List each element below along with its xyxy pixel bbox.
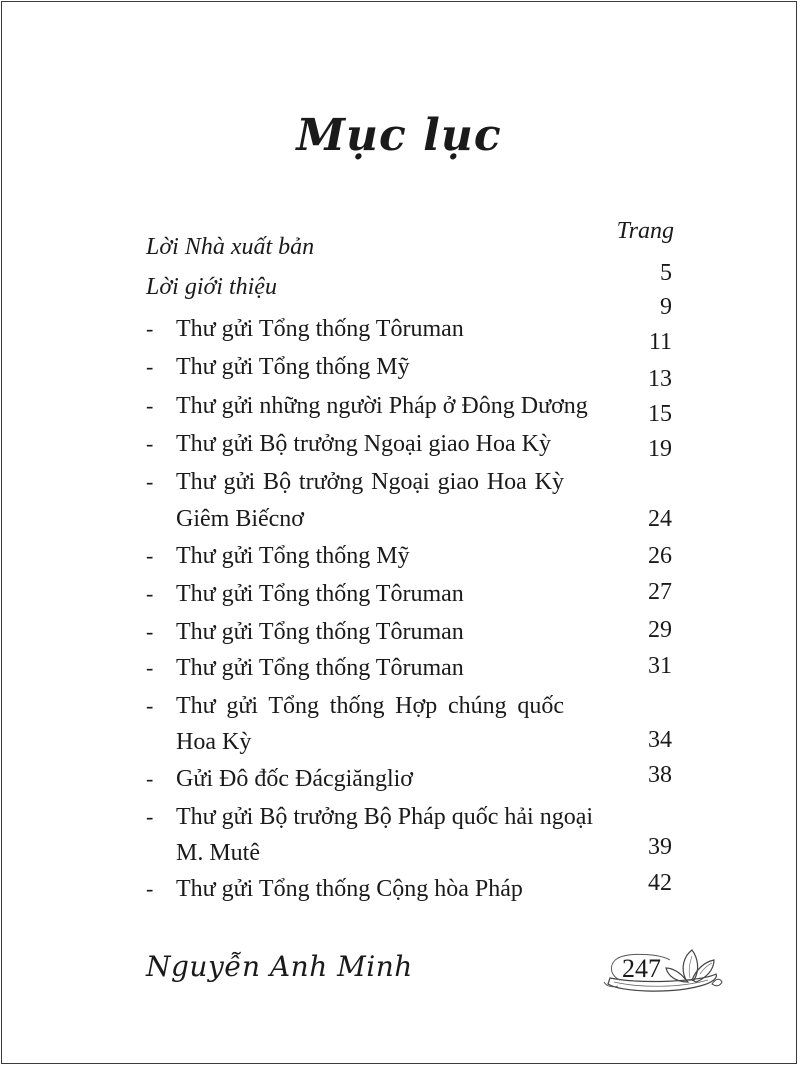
toc-entry-page: 34 [648, 727, 672, 753]
book-page [1, 1, 797, 1064]
toc-entry-title: Thư gửi Tổng thống Tôruman [176, 581, 464, 607]
toc-entry-dash: - [146, 804, 154, 829]
toc-entry-title-continued: M. Mutê [176, 840, 260, 866]
toc-entry-title: Lời giới thiệu [146, 274, 277, 300]
toc-entry-title: Thư gửi Tổng thống Cộng hòa Pháp [176, 876, 523, 902]
toc-entry-dash: - [146, 431, 154, 456]
toc-entry-title: Thư gửi Tổng thống Hợp chúng quốc [176, 693, 564, 719]
toc-entry-page: 19 [648, 436, 672, 462]
toc-entry-title: Thư gửi những người Pháp ở Đông Dương [176, 393, 588, 419]
toc-entry-dash: - [146, 354, 154, 379]
toc-entry-page: 38 [648, 762, 672, 788]
toc-entry-title: Thư gửi Tổng thống Tôruman [176, 655, 464, 681]
footer-author: Nguyễn Anh Minh [146, 950, 413, 983]
toc-entry-dash: - [146, 619, 154, 644]
toc-entry-title: Thư gửi Tổng thống Mỹ [176, 543, 410, 569]
toc-entry-dash: - [146, 543, 154, 568]
toc-entry-title-continued: Giêm Biếcnơ [176, 506, 304, 532]
page-column-header: Trang [616, 218, 674, 244]
toc-entry-page: 5 [660, 260, 672, 286]
toc-entry-dash: - [146, 581, 154, 606]
toc-entry-page: 39 [648, 834, 672, 860]
toc-entry-page: 42 [648, 870, 672, 896]
toc-entry-page: 9 [660, 294, 672, 320]
toc-entry-dash: - [146, 876, 154, 901]
toc-entry-title: Thư gửi Bộ trưởng Ngoại giao Hoa Kỳ [176, 469, 564, 495]
toc-entry-dash: - [146, 393, 154, 418]
toc-entry-dash: - [146, 655, 154, 680]
toc-entry-title-continued: Hoa Kỳ [176, 729, 252, 755]
toc-entry-dash: - [146, 693, 154, 718]
toc-entry-title: Thư gửi Tổng thống Mỹ [176, 354, 410, 380]
toc-entry-dash: - [146, 469, 154, 494]
toc-entry-title: Thư gửi Bộ trưởng Bộ Pháp quốc hải ngoại [176, 804, 594, 830]
toc-entry-title: Lời Nhà xuất bản [146, 234, 315, 260]
toc-entry-title: Thư gửi Tổng thống Tôruman [176, 619, 464, 645]
toc-entry-page: 13 [648, 366, 672, 392]
toc-entry-page: 26 [648, 543, 672, 569]
toc-entry-page: 31 [648, 653, 672, 679]
toc-entry-title: Thư gửi Tổng thống Tôruman [176, 316, 464, 342]
toc-entry-dash: - [146, 766, 154, 791]
lotus-flower-icon [600, 940, 726, 996]
page-number: 247 [622, 954, 661, 983]
toc-entry-title: Thư gửi Bộ trưởng Ngoại giao Hoa Kỳ [176, 431, 551, 457]
page-number-badge [600, 940, 726, 996]
toc-entry-dash: - [146, 316, 154, 341]
page-title: Mục lục [296, 110, 502, 161]
toc-entry-page: 27 [648, 579, 672, 605]
toc-entry-page: 11 [648, 329, 672, 355]
toc-entry-title: Gửi Đô đốc Đácgiăngliơ [176, 766, 413, 792]
toc-entry-page: 24 [648, 506, 672, 532]
toc-entry-page: 29 [648, 617, 672, 643]
toc-entry-page: 15 [648, 401, 672, 427]
